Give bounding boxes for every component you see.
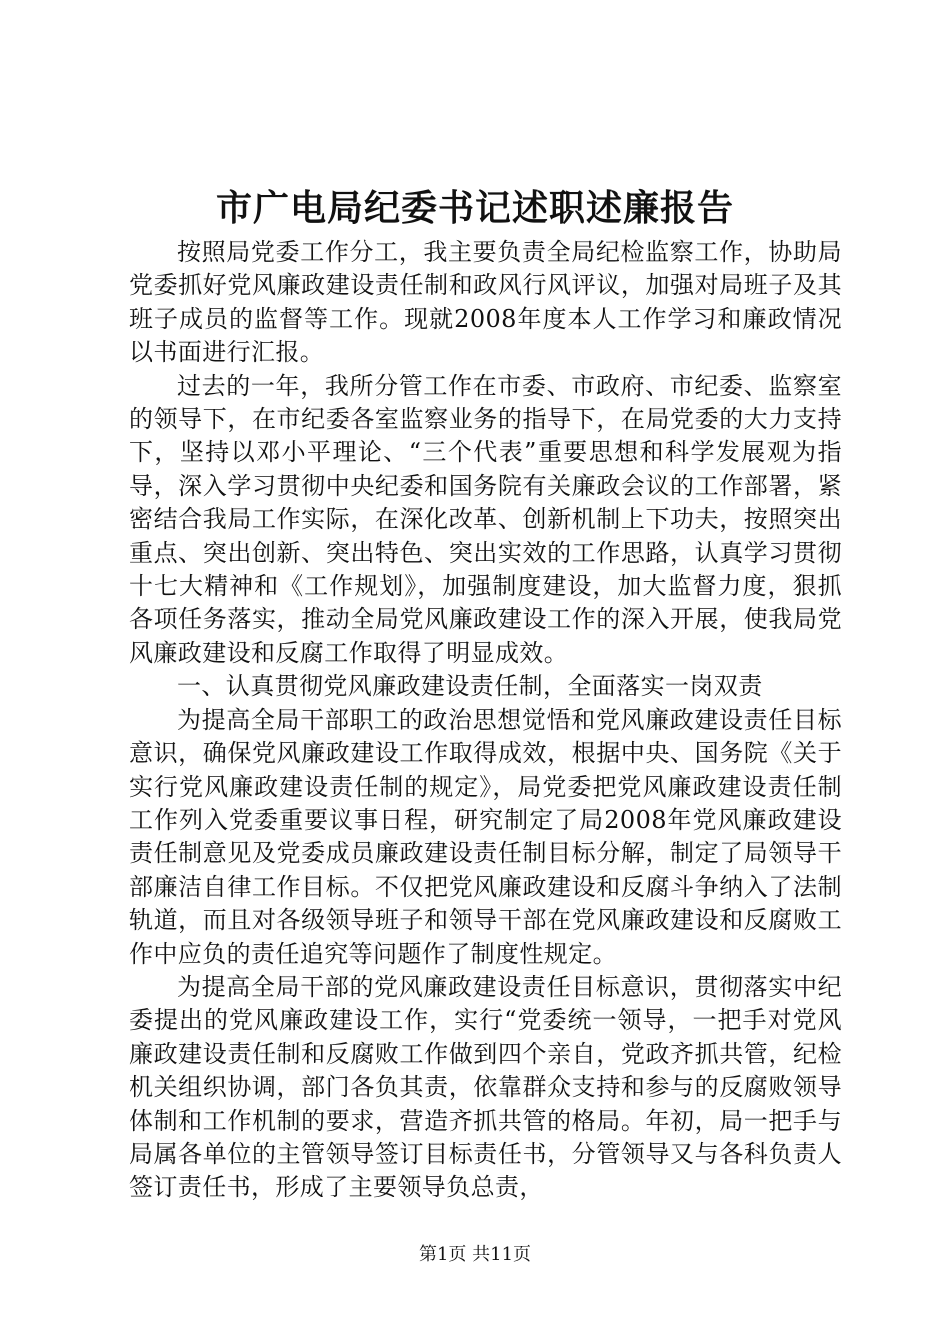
paragraph-overview: 过去的一年，我所分管工作在市委、市政府、市纪委、监察室的领导下，在市纪委各室监察业务的指导下，在局党委的大力支持下，坚持以邓小平理论、“三个代表”重要思想和科学发展观为指导，深入学习贯彻中央纪委和国务院有关廉政会议的工作部署，紧密结合我局工作实际，在深化改革、创新机制上下功夫，按照突出重点、突出创新、突出特色、突出实效的工作思路，认真学习贯彻十七大精神和《工作规划》，加强制度建设，加大监督力度，狠抓各项任务落实，推动全局党风廉政建设工作的深入开展，使我局党风廉政建设和反腐工作取得了明显成效。 (129, 371, 842, 667)
page-number-footer: 第1页 共11页 (418, 1244, 532, 1265)
document-title: 市广电局纪委书记述职述廉报告 (215, 187, 734, 229)
paragraph-intro: 按照局党委工作分工，我主要负责全局纪检监察工作，协助局党委抓好党风廉政建设责任制和政风行风评议，加强对局班子及其班子成员的监督等工作。现就2008年度本人工作学习和廉政情况以书面进行汇报。 (129, 238, 842, 367)
paragraph-section1-a: 为提高全局干部职工的政治思想觉悟和党风廉政建设责任目标意识，确保党风廉政建设工作取得成效，根据中央、国务院《关于实行党风廉政建设责任制的规定》，局党委把党风廉政建设责任制工作列入党委重要议事日程，研究制定了局2008年党风廉政建设责任制意见及党委成员廉政建设责任制目标分解，制定了局领导干部廉洁自律工作目标。不仅把党风廉政建设和反腐斗争纳入了法制轨道，而且对各级领导班子和领导干部在党风廉政建设和反腐败工作中应负的责任追究等问题作了制度性规定。 (129, 705, 842, 968)
document-body (129, 236, 842, 1205)
section-heading-1: 一、认真贯彻党风廉政建设责任制，全面落实一岗双责 (177, 672, 763, 701)
paragraph-section1-b: 为提高全局干部的党风廉政建设责任目标意识，贯彻落实中纪委提出的党风廉政建设工作，实行“党委统一领导，一把手对党风廉政建设责任制和反腐败工作做到四个亲自，党政齐抓共管，纪检机关组织协调，部门各负其责，依靠群众支持和参与的反腐败领导体制和工作机制的要求，营造齐抓共管的格局。年初，局一把手与局属各单位的主管领导签订目标责任书，分管领导又与各科负责人签订责任书，形成了主要领导负总责， (129, 972, 842, 1202)
